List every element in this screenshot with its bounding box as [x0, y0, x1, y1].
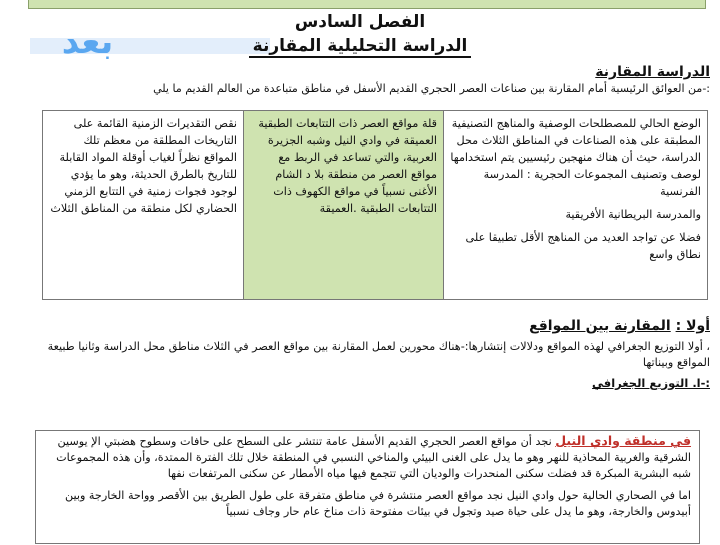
nile-paragraph-1-text: نجد أن مواقع العصر الحجري القديم الأسفل عامة تنتشر على السطح على حافات وسطوح هضبتي الإ يوسين الشرقية والغربية المحاذية للنهر وهو ما يدل على الغنى البيئي والمناخي النسبي في المنطقة خلال تلك الفترة الممتدة، وأن هذه المجموعات شبه البشرية المبكرة قد فضلت سكنى المنحدرات والوديان التي تتجمع فيها مياه الأمطار عن سكنى المرتفعات نفها: [56, 435, 691, 480]
nile-paragraph-2: اما في الصحاري الحالية حول وادي النيل نجد مواقع العصر منتشرة في مناطق متفرقة على طول الطريق بين الأقصر وواحة الخارجة وبين أبيدوس والخارجة، وهو ما يدل على حياة صيد وتجول في بيئات مفتوحة ذات مناخ عام حار وجاف نسبياً: [64, 489, 691, 518]
table-cell-text: فضلا عن تواجد العديد من المناهج الأقل تطبيقا على نطاق واسع: [465, 231, 701, 261]
section-one-main: المقارنة بين المواقع: [529, 318, 671, 334]
obstacles-table: [42, 110, 708, 300]
table-cell-stratigraphy: [243, 111, 443, 299]
section-one-title: [529, 318, 710, 334]
nile-paragraph-1: [44, 433, 691, 482]
nile-valley-box: [35, 430, 700, 544]
section-one-prefix: أولا :: [675, 318, 710, 334]
table-cell-text: والمدرسة البريطانية الأفريقية: [565, 208, 701, 221]
chapter-subtitle: [0, 36, 720, 56]
brand-logo: بعد: [61, 22, 114, 62]
region-heading: في منطقة وادي النيل: [555, 433, 691, 448]
chapter-title: الفصل السادس: [294, 12, 426, 32]
table-cell-dating: [43, 111, 243, 299]
section-one-paragraph: ، أولا التوزيع الجغرافي لهذه المواقع ودلالات إنتشارها:-هناك محورين لعمل المقارنة بين مواقع العصر في الثلاث مناطق محل الدراسة وثانيا طبيعة المواقع وبيناتها: [47, 340, 710, 369]
table-cell-terminology: [443, 111, 707, 299]
table-cell-text: الوضع الحالي للمصطلحات الوصفية والمناهج التصنيفية المطبقة على هذه الصناعات في المناطق الثلاث محل الدراسة، حيث أن هناك منهجين رئيسيين يتم استخدامها لوصف وتصنيف المجموعات الحجرية : المدرسة الفرنسية: [450, 117, 701, 198]
table-cell-text: قلة مواقع العصر ذات التتابعات الطبقية العميقة في وادي النيل وشبه الجزيرة العربية، والتي تساعد في الربط مع مواقع العصر من منطقة بلا د الشام الأغنى نسبياً في مواقع الكهوف ذات التتابعات الطبقية .العميقة: [258, 117, 437, 215]
top-strip: [28, 0, 706, 9]
section-title: الدراسة المقارنة: [595, 64, 710, 80]
table-cell-text: نقص التقديرات الزمنية القائمة على التاريخات المطلقة من معظم تلك المواقع نظراً لغياب أوقلة المواد القابلة للتاريخ بالطرق الحديثة، وهو ما يؤدي لوجود فجوات زمنية في التتابع الزمني الحضاري لكل منطقة من المناطق الثلاث: [50, 117, 237, 215]
chapter-subtitle-text: الدراسة التحليلية المقارنة: [249, 36, 472, 58]
intro-paragraph: :-من العوائق الرئيسية أمام المقارنة بين صناعات العصر الحجري القديم الأسفل في مناطق متباعدة من العالم القديم ما يلي: [153, 82, 710, 95]
subsection-title: :-ا. التوزيع الجغرافي: [592, 376, 710, 390]
